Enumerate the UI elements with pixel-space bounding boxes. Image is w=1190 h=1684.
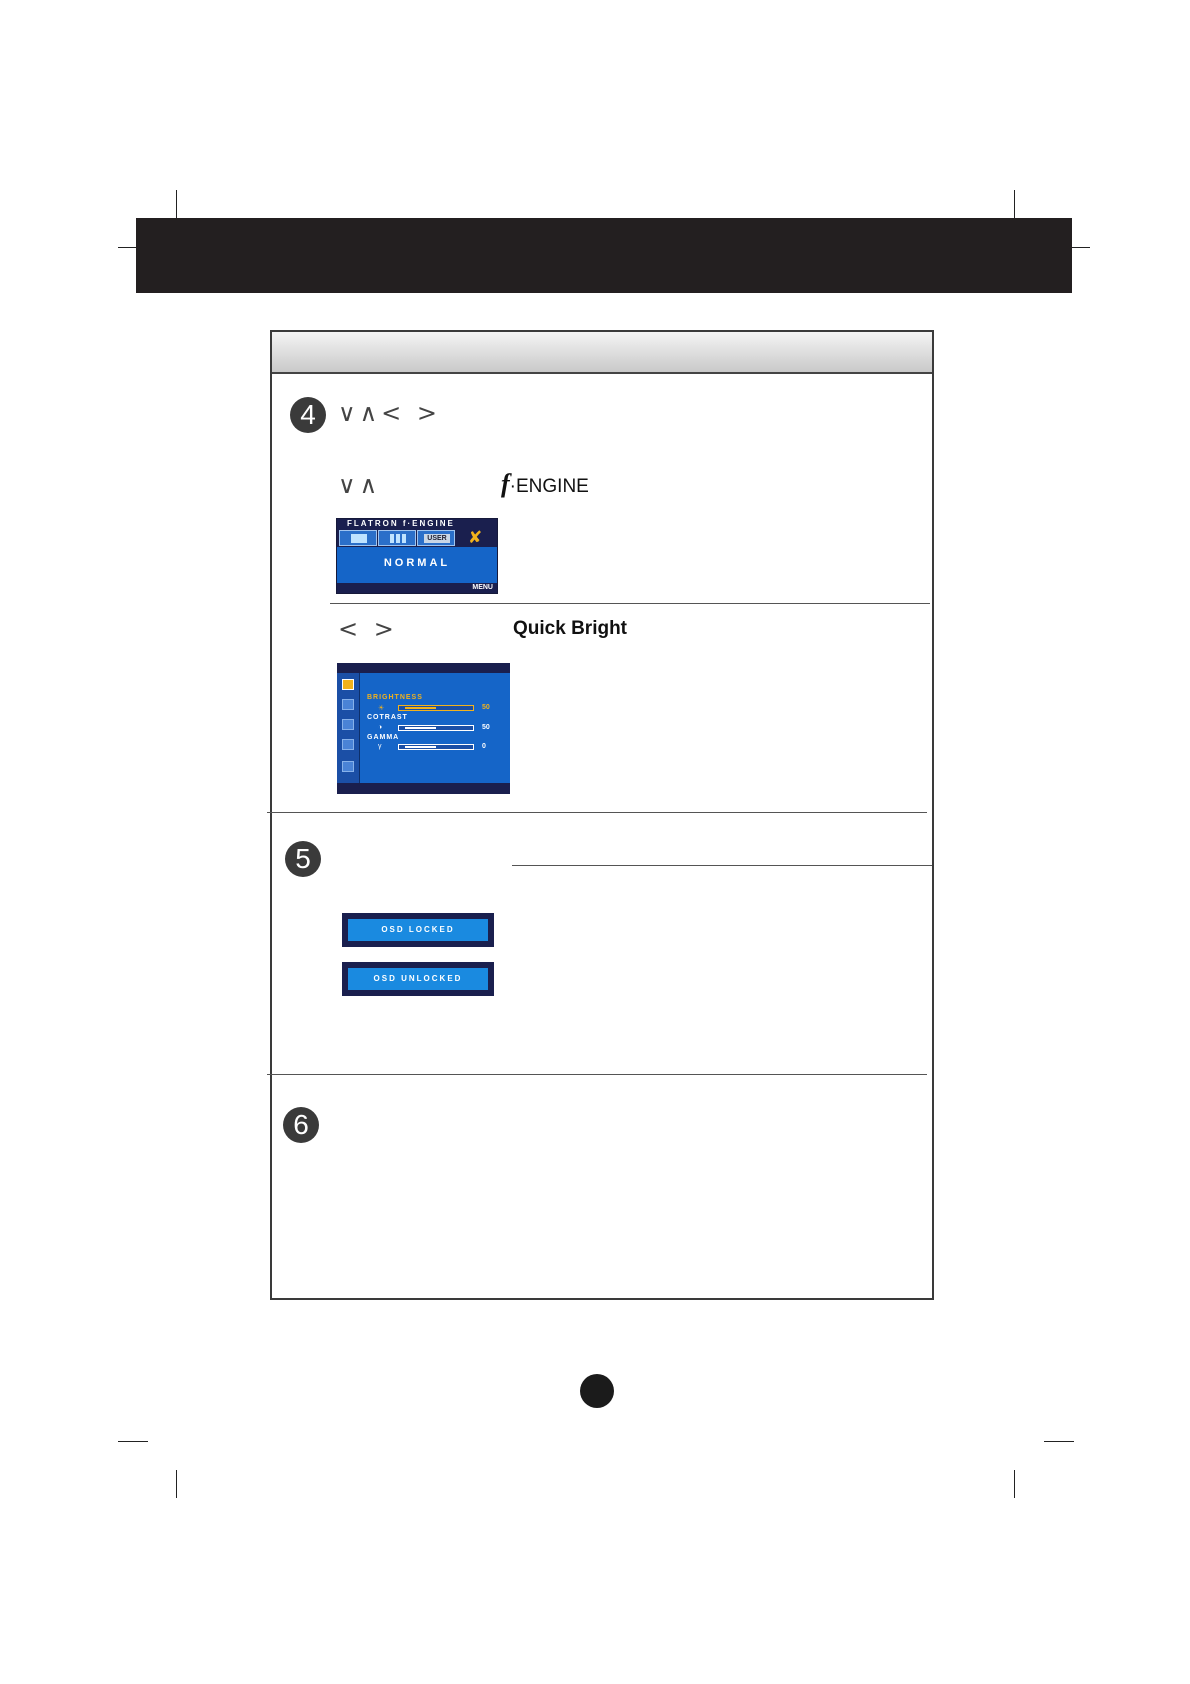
contrast-icon: ◑	[378, 724, 383, 731]
step-4-badge: 4	[290, 397, 326, 433]
crop-mark	[1014, 1470, 1015, 1498]
osd-locked-box	[342, 913, 494, 947]
divider	[330, 603, 930, 604]
osd-top-bar	[337, 663, 510, 673]
color-icon[interactable]	[342, 699, 354, 710]
page-number-dot	[580, 1374, 614, 1408]
contrast-label: COTRAST	[367, 714, 408, 721]
contrast-value: 50	[482, 724, 490, 731]
display-icon[interactable]	[342, 719, 354, 730]
crop-mark	[1014, 190, 1015, 218]
leftright-arrows: < >	[338, 615, 398, 643]
crop-mark	[1072, 247, 1090, 248]
fengine-logo-text: ·ENGINE	[509, 476, 589, 497]
osd-quickbright-screen	[337, 663, 510, 794]
osd-fengine-menu-bar	[337, 583, 497, 593]
quick-bright-label: Quick Bright	[513, 618, 628, 639]
tracking-icon[interactable]	[342, 739, 354, 750]
picture-icon[interactable]	[342, 679, 354, 690]
osd-fengine-mode: NORMAL	[383, 557, 451, 569]
tab-user[interactable]	[417, 530, 455, 546]
brightness-slider[interactable]	[398, 705, 474, 711]
gamma-value: 0	[482, 743, 486, 750]
crop-mark	[1044, 1441, 1074, 1442]
brightness-value: 50	[482, 704, 490, 711]
sun-icon: ☀	[378, 705, 385, 712]
osd-side-menu	[337, 673, 360, 783]
nav-arrows: ∨∧< >	[338, 399, 441, 427]
tab-movie[interactable]	[339, 530, 377, 546]
brightness-label: BRIGHTNESS	[367, 694, 423, 701]
gamma-fill	[405, 746, 436, 748]
divider	[267, 812, 927, 813]
gamma-slider[interactable]	[398, 744, 474, 750]
monitor-icon	[351, 534, 367, 543]
osd-locked-label: OSD LOCKED	[348, 919, 488, 941]
brightness-fill	[405, 707, 436, 709]
grid-icon	[390, 534, 406, 543]
osd-unlocked-box	[342, 962, 494, 996]
header-bar	[136, 218, 1072, 293]
osd-bottom-bar	[337, 783, 510, 794]
crop-mark	[118, 1441, 148, 1442]
crop-mark	[176, 1470, 177, 1498]
star-icon[interactable]: ✘	[468, 528, 483, 547]
osd-unlocked-label: OSD UNLOCKED	[348, 968, 488, 990]
step-6-badge: 6	[283, 1107, 319, 1143]
setup-icon[interactable]	[342, 761, 354, 772]
step-5-badge: 5	[285, 841, 321, 877]
osd-fengine-title: FLATRON f·ENGINE	[337, 519, 497, 528]
tab-text[interactable]	[378, 530, 416, 546]
updown-arrows: ∨∧	[338, 471, 382, 499]
menu-label[interactable]: MENU	[472, 584, 493, 591]
contrast-slider[interactable]	[398, 725, 474, 731]
divider	[267, 1074, 927, 1075]
crop-mark	[176, 190, 177, 218]
panel-header	[272, 332, 932, 374]
gamma-icon: γ	[378, 743, 382, 750]
user-label: USER	[424, 534, 450, 543]
contrast-fill	[405, 727, 436, 729]
osd-fengine-screen	[336, 518, 498, 594]
gamma-label: GAMMA	[367, 734, 400, 741]
fengine-logo	[501, 469, 589, 499]
fengine-f-glyph: f	[501, 469, 510, 498]
crop-mark	[118, 247, 136, 248]
divider	[512, 865, 932, 866]
